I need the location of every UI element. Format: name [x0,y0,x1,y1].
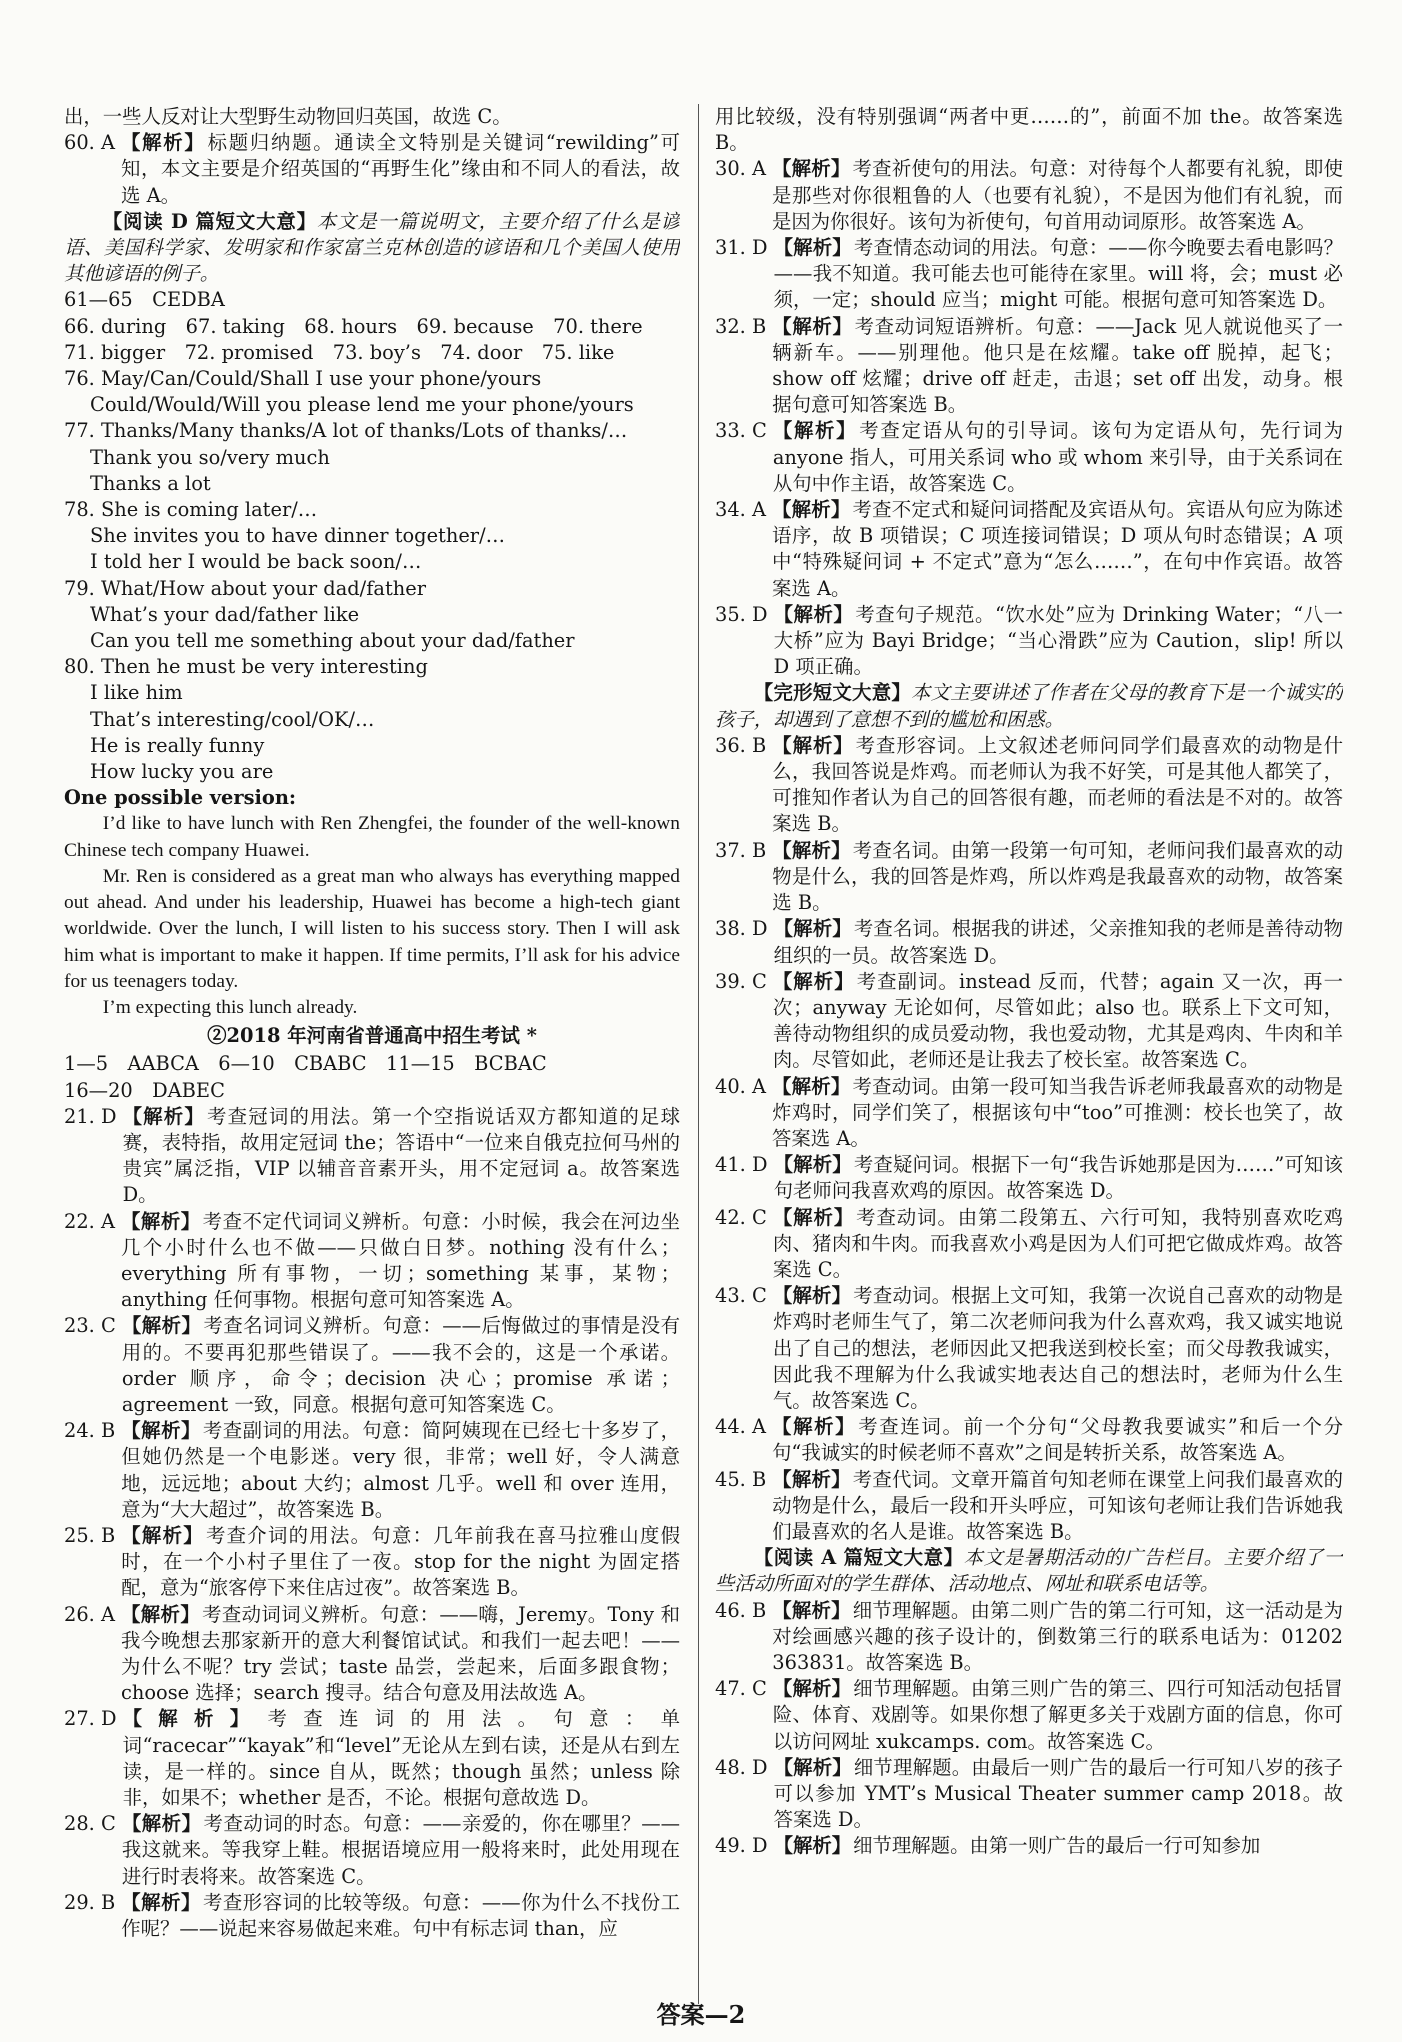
analysis-text: 考查名词。根据我的讲述，父亲推知我的老师是善待动物组织的一员。故答案选 D。 [773,917,1343,967]
analysis-tag: 【解析】 [772,1467,851,1491]
answer-59-continuation: 出，一些人反对让大型野生动物回归英国，故选 C。 [64,105,512,128]
question-number: 49. D [715,1834,768,1858]
analysis-text: 考查副词。instead 反而，代替；again 又一次，再一次；anyway 无论如何，尽管如此；also 也。联系上下文可知，善待动物组织的成员爱动物，我也爱动物，尤其是鸡肉、牛肉和羊肉。尽管如此，老师还是让我去了校长室。故答案选 C。 [772,969,1343,1072]
answer-item [715,733,1343,838]
essay-paragraph: Mr. Ren is considered as a great man who always has everything mapped out ahead. And under his leadership, Huawei has become a high-tech giant worldwide. Over the lunch, I will listen to his success story. Then I will ask him what is important to make it happen. If time permits, I’ll ask for his advice for us teenagers today. [64,865,680,992]
question-number: 21. D [64,1104,117,1128]
analysis-tag: 【解析】 [121,131,206,155]
question-number: 42. C [715,1205,767,1229]
question-number: 30. A [715,157,767,181]
analysis-tag: 【解析】 [773,1153,852,1177]
analysis-text: 考查疑问词。根据下一句“我告诉她那是因为……”可知该句老师问我喜欢鸡的原因。故答案选 D。 [773,1153,1343,1203]
answer-item [715,1283,1343,1414]
analysis-tag: 【解析】 [121,1812,202,1836]
question-number: 34. A [715,498,767,522]
right-column [715,104,1343,1860]
analysis-tag: 【解析】 [121,1602,201,1626]
analysis-text: 考查不定式和疑问词搭配及宾语从句。宾语从句应为陈述语序，故 B 项错误；C 项连接词错误；D 项从句时态错误；A 项中“特殊疑问词 + 不定式”意为“怎么……”，在句中作宾语。故答案选 A。 [772,498,1343,600]
analysis-text: 考查动词词义辨析。句意：——嗨，Jeremy。Tony 和我今晚想去那家新开的意大利餐馆试试。和我们一起去吧！——为什么不呢？try 尝试；taste 品尝，尝起来，后面多跟食物；choose 选择；search 搜寻。结合句意及用法故选 A。 [121,1602,680,1705]
question-number: 47. C [715,1677,767,1701]
answer-item [64,1811,680,1890]
analysis-text: 考查名词词义辨析。句意：——后悔做过的事情是没有用的。不要再犯那些错误了。——我不会的，这是一个承诺。order 顺序，命令；decision 决心；promise 承诺；agreement 一致，同意。根据句意可知答案选 C。 [121,1314,680,1416]
answer-item [715,156,1343,235]
answer-item [64,1602,680,1707]
analysis-text: 考查动词。由第一段可知当我告诉老师我最喜欢的动物是炸鸡时，同学们笑了，根据该句中“too”可推测：校长也笑了，故答案选 A。 [772,1074,1343,1150]
answer-item [715,969,1343,1074]
answer-29-continuation: 用比较级，没有特别强调“两者中更……的”，前面不加 the。故答案选 B。 [715,105,1343,155]
analysis-tag: 【解析】 [772,969,855,993]
answer-66-70: 66. during 67. taking 68. hours 69. because 70. there [64,314,643,338]
analysis-text: 考查不定代词词义辨析。句意：小时候，我会在河边坐几个小时什么也不做——只做白日梦。nothing 没有什么；everything 所有事物，一切；something 某事，某物；anything 任何事物。根据句意可知答案选 A。 [121,1209,680,1312]
analysis-text: 考查介词的用法。句意：几年前我在喜马拉雅山度假时，在一个小村子里住了一夜。stop for the night 为固定搭配，意为“旅客停下来住店过夜”。故答案选 B。 [121,1523,680,1600]
answer-76: 76. May/Can/Could/Shall I use your phone/yours Could/Would/Will you please lend me your phone/yours [64,367,634,417]
answer-item [64,1313,680,1418]
question-number: 22. A [64,1209,116,1233]
analysis-tag: 【解析】 [772,1677,852,1701]
analysis-tag: 【解析】 [773,1755,852,1779]
question-number: 26. A [64,1602,116,1626]
question-number: 46. B [715,1598,767,1622]
answer-item [64,1209,680,1314]
question-number: 32. B [715,314,767,338]
analysis-text: 考查定语从句的引导词。该句为定语从句，先行词为 anyone 指人，可用关系词 who 或 whom 来引导，由于关系词在从句中作主语，故答案选 C。 [772,419,1343,495]
right-answer-list [715,1598,1343,1860]
analysis-tag: 【解析】 [772,1205,855,1229]
analysis-tag: 【解析】 [772,314,853,338]
analysis-text: 考查形容词。上文叙述老师问同学们最喜欢的动物是什么，我回答说是炸鸡。而老师认为我不好笑，可是其他人都笑了，可推知作者认为自己的回答很有趣，而老师的看法是不对的。故答案选 B。 [772,733,1343,836]
right-answer-list [715,156,1343,680]
answer-60 [64,130,680,209]
question-number: 41. D [715,1153,768,1177]
right-answer-list [715,733,1343,1545]
question-number: 35. D [715,602,768,626]
analysis-text: 考查动词。根据上文可知，我第一次说自己喜欢的动物是炸鸡时老师生气了，第二次老师问我为什么喜欢鸡，我又诚实地说出了自己的想法，老师因此又把我送到校长室；而父母教我诚实，因此我不理解为什么我诚实地表达自己的想法时，老师为什么生气。故答案选 C。 [772,1284,1343,1412]
answer-item [715,1676,1343,1755]
answer-item [64,1104,680,1209]
analysis-tag: 【解析】 [122,1707,266,1731]
essay-paragraph: I’d like to have lunch with Ren Zhengfei, the founder of the well-known Chinese tech company Huawei. [64,813,680,861]
question-number: 45. B [715,1467,767,1491]
answer-item [715,1833,1343,1859]
analysis-tag: 【解析】 [121,1523,204,1547]
analysis-text: 细节理解题。由第二则广告的第二行可知，这一活动是为对绘画感兴趣的孩子设计的，倒数第三行的联系电话为：01202 363831。故答案选 B。 [772,1598,1343,1674]
answer-item [64,1890,680,1942]
analysis-text: 考查祈使句的用法。句意：对待每个人都要有礼貌，即使是那些对你很粗鲁的人（也要有礼貌），不是因为他们有礼貌，而是因为你很好。该句为祈使句，句首用动词原形。故答案选 A。 [772,157,1343,233]
answer-item [715,314,1343,419]
question-number: 40. A [715,1074,767,1098]
analysis-tag: 【解析】 [772,1598,851,1622]
analysis-tag: 【解析】 [121,1209,201,1233]
question-number: 25. B [64,1523,116,1547]
analysis-text: 考查连词。前一个分句“父母教我要诚实”和后一个分句“我诚实的时候老师不喜欢”之间是转折关系，故答案选 A。 [772,1415,1343,1465]
answer-item [715,235,1343,314]
answer-77: 77. Thanks/Many thanks/A lot of thanks/Lots of thanks/… Thank you so/very much Thanks a lot [64,419,628,495]
question-number: 43. C [715,1284,767,1308]
analysis-tag: 【解析】 [772,1074,851,1098]
analysis-tag: 【解析】 [772,1415,857,1439]
left-column [64,104,680,1942]
question-number: 24. B [64,1419,116,1443]
question-number: 33. C [715,419,767,443]
answer-item [715,1205,1343,1284]
question-number: 36. B [715,733,767,757]
analysis-tag: 【解析】 [773,1834,852,1858]
passage-summary-reading-d: 【阅读 D 篇短文大意】本文是一篇说明文，主要介绍了什么是谚语、美国科学家、发明家和作家富兰克林创造的谚语和几个美国人使用其他谚语的例子。 [64,209,680,286]
analysis-text: 考查形容词的比较等级。句意：——你为什么不找份工作呢？——说起来容易做起来难。句中有标志词 than，应 [121,1890,680,1941]
analysis-tag: 【解析】 [121,1314,202,1338]
question-number: 23. C [64,1314,116,1338]
analysis-text: 考查连词的用法。句意：单词“racecar”“kayak”和“level”无论从左到右读，还是从右到左读，是一样的。since 自从，既然；though 虽然；unless 除非，如果不；whether 是否，不论。根据句意故选 D。 [122,1707,680,1809]
answer-item [715,1598,1343,1677]
page-number: 答案—2 [656,2000,746,2029]
analysis-tag: 【解析】 [772,157,851,181]
left-answer-list [64,1104,680,1943]
analysis-text: 考查名词。由第一段第一句可知，老师问我们最喜欢的动物是什么，我的回答是炸鸡，所以炸鸡是我最喜欢的动物，故答案选 B。 [772,838,1343,915]
essay-paragraph: I’m expecting this lunch already. [102,996,358,1018]
answer-78: 78. She is coming later/… She invites you to have dinner together/… I told her I would be back soon/… [64,498,505,574]
analysis-text: 考查情态动词的用法。句意：——你今晚要去看电影吗？——我不知道。我可能去也可能待在家里。will 将，会；must 必须，一定；should 应当；might 可能。根据句意可知答案选 D。 [773,236,1343,312]
answer-item [715,1152,1343,1204]
column-divider [698,104,699,2004]
analysis-tag: 【解析】 [772,733,854,757]
question-number: 39. C [715,969,767,993]
analysis-text: 细节理解题。由第三则广告的第三、四行可知活动包括冒险、体育、戏剧等。如果你想了解更多关于戏剧方面的信息，你可以访问网址 xukcamps. com。故答案选 C。 [772,1677,1343,1753]
answer-item [64,1523,680,1602]
passage-summary-cloze: 【完形短文大意】本文主要讲述了作者在父母的教育下是一个诚实的孩子，却遇到了意想不到的尴尬和困惑。 [715,681,1343,731]
essay-label: One possible version: [64,786,297,810]
analysis-text: 考查冠词的用法。第一个空指说话双方都知道的足球赛，表特指，故用定冠词 the；答语中“一位来自俄克拉何马州的贵宾”属泛指，VIP 以辅音音素开头，用不定冠词 a。故答案选 D。 [122,1104,680,1207]
answer-79: 79. What/How about your dad/father What’s your dad/father like Can you tell me something about your dad/father [64,576,575,653]
question-number: 28. C [64,1812,116,1836]
question-number: 48. D [715,1755,768,1779]
analysis-tag: 【解析】 [121,1419,201,1443]
answer-item [715,916,1343,968]
answer-1-15: 1—5 AABCA 6—10 CBABC 11—15 BCBAC [64,1052,547,1076]
answer-item [715,602,1343,681]
analysis-text: 考查句子规范。“饮水处”应为 Drinking Water；“八一大桥”应为 Bayi Bridge；“当心滑跌”应为 Caution，slip! 所以 D 项正确。 [773,602,1343,679]
question-number: 29. B [64,1890,116,1914]
answer-16-20: 16—20 DABEC [64,1078,225,1102]
analysis-text: 考查代词。文章开篇首句知老师在课堂上问我们最喜欢的动物是什么，最后一段和开头呼应，可知该句老师让我们告诉她我们最喜欢的名人是谁。故答案选 B。 [772,1467,1343,1543]
question-number: 38. D [715,917,768,941]
answer-item [715,838,1343,917]
question-number: 37. B [715,838,767,862]
analysis-text: 考查副词的用法。句意：简阿姨现在已经七十多岁了，但她仍然是一个电影迷。very 很，非常；well 好，令人满意地，远远地；about 大约；almost 几乎。well 和 over 连用，意为“大大超过”，故答案选 B。 [121,1419,680,1521]
analysis-tag: 【解析】 [772,1284,852,1308]
answer-80: 80. Then he must be very interesting I like him That’s interesting/cool/OK/… He is really funny How lucky you are [64,655,428,784]
analysis-tag: 【解析】 [122,1104,206,1128]
analysis-tag: 【解析】 [772,838,851,862]
question-number: 27. D [64,1707,117,1731]
analysis-text: 细节理解题。由第一则广告的最后一行可知参加 [853,1834,1261,1858]
answer-item [715,1414,1343,1466]
answer-item [715,1755,1343,1834]
answer-item [64,1706,680,1811]
analysis-tag: 【解析】 [773,917,852,941]
answer-item [64,1418,680,1523]
analysis-tag: 【解析】 [773,236,852,260]
analysis-text: 标题归纳题。通读全文特别是关键词“rewilding”可知，本文主要是介绍英国的“再野生化”缘由和不同人的看法，故选 A。 [121,131,680,207]
analysis-tag: 【解析】 [773,602,854,626]
analysis-text: 考查动词。由第二段第五、六行可知，我特别喜欢吃鸡肉、猪肉和牛肉。而我喜欢小鸡是因为人们可把它做成炸鸡。故答案选 C。 [772,1205,1343,1281]
answer-item [715,1074,1343,1153]
answer-61-65: 61—65 CEDBA [64,288,225,312]
answer-71-75: 71. bigger 72. promised 73. boy’s 74. door 75. like [64,340,615,364]
passage-summary-reading-a: 【阅读 A 篇短文大意】本文是暑期活动的广告栏目。主要介绍了一些活动所面对的学生群体、活动地点、网址和联系电话等。 [715,1546,1343,1596]
answer-item [715,418,1343,497]
analysis-tag: 【解析】 [772,498,851,522]
analysis-text: 细节理解题。由最后一则广告的最后一行可知八岁的孩子可以参加 YMT’s Musical Theater summer camp 2018。故答案选 D。 [773,1755,1343,1832]
answer-item [715,1467,1343,1546]
question-number: 44. A [715,1415,767,1439]
analysis-tag: 【解析】 [772,419,858,443]
section-title: ②2018 年河南省普通高中招生考试 * [207,1024,537,1048]
answer-item [715,497,1343,602]
question-number: 31. D [715,236,768,260]
question-number: 60. A [64,131,116,155]
analysis-text: 考查动词短语辨析。句意：——Jack 见人就说他买了一辆新车。——别理他。他只是在炫耀。take off 脱掉，起飞；show off 炫耀；drive off 赶走，击退；set off 出发，动身。根据句意可知答案选 B。 [772,314,1343,417]
analysis-tag: 【解析】 [121,1890,201,1914]
analysis-text: 考查动词的时态。句意：——亲爱的，你在哪里？——我这就来。等我穿上鞋。根据语境应用一般将来时，此处用现在进行时表将来。故答案选 C。 [121,1812,680,1888]
